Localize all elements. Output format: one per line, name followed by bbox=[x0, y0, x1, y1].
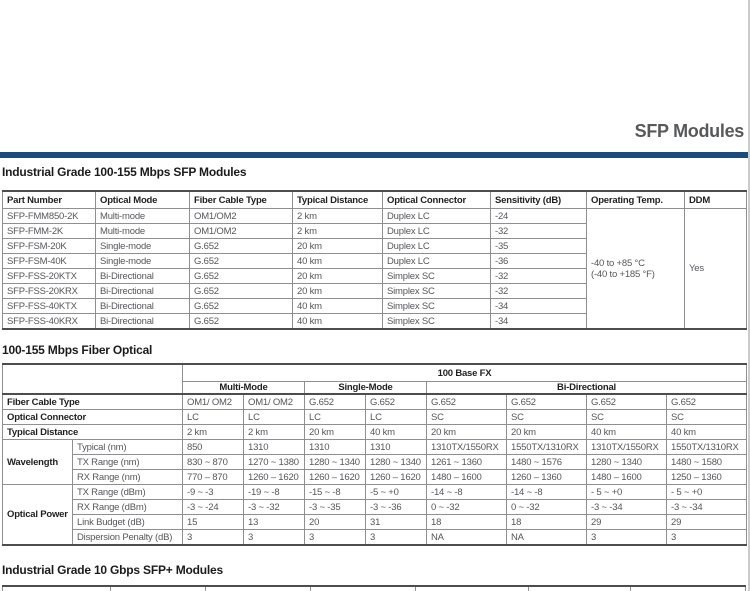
table-row bbox=[3, 455, 747, 470]
table-cell: 29 bbox=[667, 515, 747, 530]
table-cell: 1261 ~ 1360 bbox=[427, 455, 507, 470]
table-row bbox=[3, 410, 747, 425]
section2-heading: 100-155 Mbps Fiber Optical bbox=[2, 343, 153, 357]
table-cell: 1280 ~ 1340 bbox=[305, 455, 366, 470]
table-cell: OM1/OM2 bbox=[190, 209, 293, 224]
subheader-bidirectional: Bi-Directional bbox=[427, 382, 747, 395]
table-cell: 770 – 870 bbox=[183, 470, 244, 485]
table-cell: 40 km bbox=[667, 425, 747, 440]
table-cell: 3 bbox=[244, 530, 305, 546]
table-cell: Multi-mode bbox=[96, 224, 190, 239]
fiber-optical-table bbox=[2, 363, 747, 546]
table-cell: 40 km bbox=[293, 254, 383, 269]
table-cell: LC bbox=[183, 410, 244, 425]
table-cell: -34 bbox=[491, 299, 587, 314]
table-cell: 20 km bbox=[427, 425, 507, 440]
table-cell: SFP-FSS-40KRX bbox=[3, 314, 96, 330]
page-title: SFP Modules bbox=[634, 121, 744, 141]
table-cell: 13 bbox=[244, 515, 305, 530]
table-cell: -36 bbox=[491, 254, 587, 269]
table-cell: -19 ~ -8 bbox=[244, 485, 305, 500]
table-cell: 1480 – 1600 bbox=[427, 470, 507, 485]
table-cell: 1280 ~ 1340 bbox=[587, 455, 667, 470]
table-cell: 3 bbox=[183, 530, 244, 546]
table-cell: -14 ~ -8 bbox=[427, 485, 507, 500]
column-header: Part Number bbox=[3, 191, 96, 209]
table-cell: 2 km bbox=[293, 224, 383, 239]
table-cell: 1310 bbox=[366, 440, 427, 455]
table-cell: G.652 bbox=[427, 394, 507, 410]
table-cell: 20 km bbox=[293, 269, 383, 284]
column-header: Optical Mode bbox=[96, 191, 190, 209]
table-cell: G.652 bbox=[587, 394, 667, 410]
table-cell: 40 km bbox=[366, 425, 427, 440]
table-cell: 2 km bbox=[244, 425, 305, 440]
table-cell: 1480 ~ 1580 bbox=[667, 455, 747, 470]
table-cell: -24 bbox=[491, 209, 587, 224]
table-cell: 1310TX/1550RX bbox=[427, 440, 507, 455]
table-cell: Bi-Directional bbox=[96, 314, 190, 330]
table-cell: -9 ~ -3 bbox=[183, 485, 244, 500]
table-cell: -3 ~ -34 bbox=[667, 500, 747, 515]
table-row bbox=[3, 209, 747, 224]
table-cell: -3 ~ -34 bbox=[587, 500, 667, 515]
table-cell: 29 bbox=[587, 515, 667, 530]
row-label: Link Budget (dB) bbox=[73, 515, 183, 530]
table-cell: -3 ~ -36 bbox=[366, 500, 427, 515]
table-cell: 2 km bbox=[183, 425, 244, 440]
column-header: Typical Distance bbox=[293, 191, 383, 209]
table-cell: -15 ~ -8 bbox=[305, 485, 366, 500]
table-cell: Duplex LC bbox=[383, 224, 491, 239]
table-cell: 1260 – 1360 bbox=[507, 470, 587, 485]
table-cell: 1480 ~ 1576 bbox=[507, 455, 587, 470]
table-cell: SFP-FSS-20KRX bbox=[3, 284, 96, 299]
table-cell: 1310TX/1550RX bbox=[587, 440, 667, 455]
table-cell: -14 ~ -8 bbox=[507, 485, 587, 500]
table-cell: LC bbox=[366, 410, 427, 425]
table-cell: 3 bbox=[667, 530, 747, 546]
table-cell: OM1/ OM2 bbox=[244, 394, 305, 410]
table-cell: NA bbox=[427, 530, 507, 546]
table-cell: Bi-Directional bbox=[96, 269, 190, 284]
table-cell: -3 ~ -35 bbox=[305, 500, 366, 515]
table-cell: G.652 bbox=[507, 394, 587, 410]
table-cell: -35 bbox=[491, 239, 587, 254]
table-cell: 830 ~ 870 bbox=[183, 455, 244, 470]
table-cell: G.652 bbox=[190, 239, 293, 254]
table-cell: -32 bbox=[491, 269, 587, 284]
table-cell: OM1/ OM2 bbox=[183, 394, 244, 410]
table-cell: SFP-FMM850-2K bbox=[3, 209, 96, 224]
table-cell: -3 ~ -32 bbox=[244, 500, 305, 515]
table-cell: Duplex LC bbox=[383, 209, 491, 224]
table-cell: - 5 ~ +0 bbox=[667, 485, 747, 500]
optical-power-group-label: Optical Power bbox=[3, 485, 73, 546]
table-cell: LC bbox=[305, 410, 366, 425]
table-cell: 20 km bbox=[305, 425, 366, 440]
subheader-singlemode: Single-Mode bbox=[305, 382, 427, 395]
table-cell: NA bbox=[507, 530, 587, 546]
column-header: Sensitivity (dB) bbox=[491, 191, 587, 209]
table-cell: 1280 ~ 1340 bbox=[366, 455, 427, 470]
table-cell: 3 bbox=[305, 530, 366, 546]
table-cell: Simplex SC bbox=[383, 284, 491, 299]
table-cell: Bi-Directional bbox=[96, 284, 190, 299]
section3-heading: Industrial Grade 10 Gbps SFP+ Modules bbox=[2, 563, 223, 577]
table-row bbox=[3, 440, 747, 455]
table-row bbox=[3, 470, 747, 485]
table-cell: 31 bbox=[366, 515, 427, 530]
table-cell: SFP-FSM-20K bbox=[3, 239, 96, 254]
table-cell: -3 ~ -24 bbox=[183, 500, 244, 515]
table-cell: SFP-FSS-20KTX bbox=[3, 269, 96, 284]
table-cell: 1260 – 1620 bbox=[366, 470, 427, 485]
table-cell: 15 bbox=[183, 515, 244, 530]
table-cell: 1250 – 1360 bbox=[667, 470, 747, 485]
row-label: Typical Distance bbox=[3, 425, 183, 440]
table-cell: Bi-Directional bbox=[96, 299, 190, 314]
table-cell: 0 ~ -32 bbox=[507, 500, 587, 515]
table-cell: 3 bbox=[366, 530, 427, 546]
table-header-row bbox=[3, 191, 747, 209]
table-cell: -34 bbox=[491, 314, 587, 330]
table-cell: SFP-FMM-2K bbox=[3, 224, 96, 239]
table-cell: -32 bbox=[491, 284, 587, 299]
row-label: RX Range (dBm) bbox=[73, 500, 183, 515]
row-label: TX Range (dBm) bbox=[73, 485, 183, 500]
column-header: DDM bbox=[685, 191, 747, 209]
table-cell: G.652 bbox=[190, 284, 293, 299]
table-cell: G.652 bbox=[190, 314, 293, 330]
table-cell: OM1/OM2 bbox=[190, 224, 293, 239]
table-cell: SC bbox=[507, 410, 587, 425]
table-cell: Multi-mode bbox=[96, 209, 190, 224]
table-cell: SFP-FSS-40KTX bbox=[3, 299, 96, 314]
table-cell: - 5 ~ +0 bbox=[587, 485, 667, 500]
table-cell: G.652 bbox=[366, 394, 427, 410]
table-cell: 1310 bbox=[244, 440, 305, 455]
row-label: Typical (nm) bbox=[73, 440, 183, 455]
table-cell: 2 km bbox=[293, 209, 383, 224]
sfp-plus-table-preview bbox=[2, 585, 746, 591]
table-cell: 1550TX/1310RX bbox=[667, 440, 747, 455]
row-label: TX Range (nm) bbox=[73, 455, 183, 470]
column-header: Fiber Cable Type bbox=[190, 191, 293, 209]
table-row bbox=[3, 394, 747, 410]
ddm-cell: Yes bbox=[685, 209, 747, 330]
table-cell: 1310 bbox=[305, 440, 366, 455]
table-cell: 3 bbox=[587, 530, 667, 546]
table-row bbox=[3, 485, 747, 500]
table-cell: 18 bbox=[507, 515, 587, 530]
table-row bbox=[3, 425, 747, 440]
table-cell: G.652 bbox=[190, 254, 293, 269]
table-cell: 20 km bbox=[507, 425, 587, 440]
table-cell: 40 km bbox=[587, 425, 667, 440]
operating-temp-line1: -40 to +85 °C bbox=[591, 257, 645, 269]
sfp-100-155-table bbox=[2, 190, 747, 330]
group-header-100basefx: 100 Base FX bbox=[183, 364, 747, 382]
corner-empty-cell bbox=[3, 364, 183, 394]
table-cell: SC bbox=[587, 410, 667, 425]
table-cell: 0 ~ -32 bbox=[427, 500, 507, 515]
table-cell: Duplex LC bbox=[383, 239, 491, 254]
section1-heading: Industrial Grade 100-155 Mbps SFP Modules bbox=[2, 165, 247, 179]
table-cell: 40 km bbox=[293, 314, 383, 330]
table-cell: 20 bbox=[305, 515, 366, 530]
table-cell: 1270 ~ 1380 bbox=[244, 455, 305, 470]
table-cell: 20 km bbox=[293, 239, 383, 254]
table-cell: Single-mode bbox=[96, 239, 190, 254]
table-row bbox=[3, 500, 747, 515]
table-row bbox=[3, 515, 747, 530]
row-label: Optical Connector bbox=[3, 410, 183, 425]
column-header: Operating Temp. bbox=[587, 191, 685, 209]
table-cell: G.652 bbox=[305, 394, 366, 410]
table-cell: 40 km bbox=[293, 299, 383, 314]
table-cell: Simplex SC bbox=[383, 314, 491, 330]
table-cell: 18 bbox=[427, 515, 507, 530]
operating-temp-line2: (-40 to +185 °F) bbox=[591, 268, 655, 280]
table-cell: SC bbox=[667, 410, 747, 425]
table-cell: Simplex SC bbox=[383, 299, 491, 314]
row-label: RX Range (nm) bbox=[73, 470, 183, 485]
table-cell: LC bbox=[244, 410, 305, 425]
table-cell: Simplex SC bbox=[383, 269, 491, 284]
row-label: Dispersion Penalty (dB) bbox=[73, 530, 183, 546]
wavelength-group-label: Wavelength bbox=[3, 440, 73, 485]
table-cell: G.652 bbox=[190, 269, 293, 284]
table-cell: SFP-FSM-40K bbox=[3, 254, 96, 269]
row-label: Fiber Cable Type bbox=[3, 394, 183, 410]
operating-temp-cell bbox=[587, 209, 685, 330]
table-cell: Single-mode bbox=[96, 254, 190, 269]
table-cell: 1550TX/1310RX bbox=[507, 440, 587, 455]
table-cell: SC bbox=[427, 410, 507, 425]
column-header: Optical Connector bbox=[383, 191, 491, 209]
table-cell: 1260 – 1620 bbox=[244, 470, 305, 485]
table-cell: G.652 bbox=[667, 394, 747, 410]
table-cell: 850 bbox=[183, 440, 244, 455]
subheader-multimode: Multi-Mode bbox=[183, 382, 305, 395]
table-cell: -32 bbox=[491, 224, 587, 239]
table-cell: 1480 – 1600 bbox=[587, 470, 667, 485]
table-cell: 20 km bbox=[293, 284, 383, 299]
accent-rule bbox=[0, 152, 748, 158]
table-row bbox=[3, 530, 747, 546]
table-cell: G.652 bbox=[190, 299, 293, 314]
table-cell: Duplex LC bbox=[383, 254, 491, 269]
table-cell: -5 ~ +0 bbox=[366, 485, 427, 500]
table-cell: 1260 – 1620 bbox=[305, 470, 366, 485]
table-header-row bbox=[3, 364, 747, 382]
